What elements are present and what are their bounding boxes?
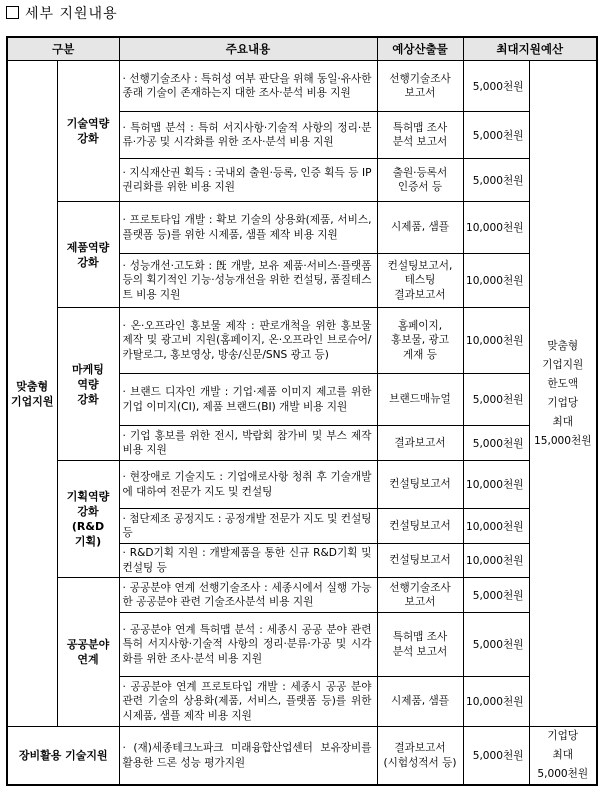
item-cost: 5,000천원	[463, 613, 529, 677]
group-custom-support: 맞춤형 기업지원	[7, 61, 57, 727]
item-output: 특허맵 조사 분석 보고서	[377, 613, 463, 677]
item-output: 컨설팅보고서	[377, 461, 463, 509]
item-output: 브랜드매뉴얼	[377, 374, 463, 426]
item-cost: 5,000천원	[463, 727, 529, 786]
item-content: · (재)세종테크노파크 미래융합산업센터 보유장비를 활용한 드론 성능 평가지원	[119, 727, 377, 786]
item-cost: 10,000천원	[463, 677, 529, 727]
subgroup-label: 기획역량 강화 (R&D 기획)	[57, 461, 119, 578]
item-output: 선행기술조사 보고서	[377, 61, 463, 112]
support-table	[6, 36, 598, 786]
item-cost: 5,000천원	[463, 426, 529, 461]
item-content: · 공공분야 연계 특허맵 분석 : 세종시 공공 분야 관련 특허 서지사항·기술적 사항의 정리·분류·가공 및 시각화를 위한 조사·분석 비용 지원	[119, 613, 377, 677]
item-content: · 공공분야 연계 프로토타입 개발 : 세종시 공공 분야 관련 기술의 상용화(제품, 서비스, 플랫폼 등)를 위한 시제품, 샘플 제작 비용 지원	[119, 677, 377, 727]
item-content: · 현장애로 기술지도 : 기업애로사항 청취 후 기술개발에 대하여 전문가 지도 및 컨설팅	[119, 461, 377, 509]
checkbox-square-icon	[6, 6, 19, 19]
table-row	[7, 308, 597, 374]
table-row	[7, 202, 597, 254]
item-content: · R&D기획 지원 : 개발제품을 통한 신규 R&D기획 및 컨설팅 등	[119, 544, 377, 578]
subgroup-label: 제품역량 강화	[57, 202, 119, 308]
item-content: · 특허맵 분석 : 특허 서지사항·기술적 사항의 정리·분류·가공 및 시각화를 위한 조사·분석 비용 지원	[119, 112, 377, 159]
item-output: 시제품, 샘플	[377, 202, 463, 254]
item-output: 컨설팅보고서, 테스팅 결과보고서	[377, 254, 463, 308]
item-cost: 10,000천원	[463, 544, 529, 578]
header-output: 예상산출물	[377, 37, 463, 61]
item-output: 시제품, 샘플	[377, 677, 463, 727]
item-output: 결과보고서	[377, 426, 463, 461]
item-cost: 10,000천원	[463, 509, 529, 544]
item-output: 선행기술조사 보고서	[377, 578, 463, 613]
item-cost: 10,000천원	[463, 202, 529, 254]
item-output: 홈페이지, 홍보물, 광고 게재 등	[377, 308, 463, 374]
table-row	[7, 61, 597, 112]
heading-text: 세부 지원내용	[25, 6, 118, 22]
item-content: · 기업 홍보를 위한 전시, 박람회 참가비 및 부스 제작 비용 지원	[119, 426, 377, 461]
item-output: 컨설팅보고서	[377, 509, 463, 544]
item-content: · 첨단제조 공정지도 : 공정개발 전문가 지도 및 컨설팅 등	[119, 509, 377, 544]
item-output: 컨설팅보고서	[377, 544, 463, 578]
item-cost: 5,000천원	[463, 159, 529, 202]
item-cost: 5,000천원	[463, 61, 529, 112]
table-row	[7, 461, 597, 509]
item-cost: 10,000천원	[463, 308, 529, 374]
max-budget-equipment: 기업당 최대 5,000천원	[529, 727, 597, 786]
item-cost: 5,000천원	[463, 112, 529, 159]
item-content: · 지식재산권 획득 : 국내외 출원·등록, 인증 획득 등 IP 권리화를 위한 비용 지원	[119, 159, 377, 202]
item-content: · 프로토타입 개발 : 확보 기술의 상용화(제품, 서비스, 플랫폼 등)를 위한 시제품, 샘플 제작 비용 지원	[119, 202, 377, 254]
item-output: 출원·등록서 인증서 등	[377, 159, 463, 202]
max-budget-custom: 맞춤형 기업지원 한도액 기업당 최대 15,000천원	[529, 61, 597, 727]
table-header-row	[7, 37, 597, 61]
header-max-budget: 최대지원예산	[463, 37, 597, 61]
item-content: · 선행기술조사 : 특허성 여부 판단을 위해 동일·유사한 종래 기술이 존재하는지 대한 조사·분석 비용 지원	[119, 61, 377, 112]
item-content: · 성능개선·고도화 : 旣 개발, 보유 제품·서비스·플랫폼 등의 획기적인 기능·성능개선을 위한 컨설팅, 품질테스트 비용 지원	[119, 254, 377, 308]
item-cost: 10,000천원	[463, 461, 529, 509]
table-row	[7, 727, 597, 786]
group-equipment-support: 장비활용 기술지원	[7, 727, 119, 786]
item-output: 결과보고서 (시험성적서 등)	[377, 727, 463, 786]
subgroup-label: 공공분야 연계	[57, 578, 119, 727]
subgroup-label: 마케팅 역량 강화	[57, 308, 119, 461]
table-row	[7, 578, 597, 613]
item-content: · 브랜드 디자인 개발 : 기업·제품 이미지 제고를 위한 기업 이미지(CI), 제품 브랜드(BI) 개발 비용 지원	[119, 374, 377, 426]
item-content: · 공공분야 연계 선행기술조사 : 세종시에서 실행 가능한 공공분야 관련 기술조사분석 비용 지원	[119, 578, 377, 613]
item-output: 특허맵 조사 분석 보고서	[377, 112, 463, 159]
header-category: 구분	[7, 37, 119, 61]
subgroup-label: 기술역량 강화	[57, 61, 119, 202]
item-cost: 5,000천원	[463, 578, 529, 613]
section-heading	[6, 4, 118, 24]
item-content: · 온·오프라인 홍보물 제작 : 판로개척을 위한 홍보물 제작 및 광고비 지원(홈페이지, 온·오프라인 브로슈어/카탈로그, 홍보영상, 방송/신문/SNS 광고 등)	[119, 308, 377, 374]
item-cost: 5,000천원	[463, 374, 529, 426]
header-content: 주요내용	[119, 37, 377, 61]
item-cost: 10,000천원	[463, 254, 529, 308]
